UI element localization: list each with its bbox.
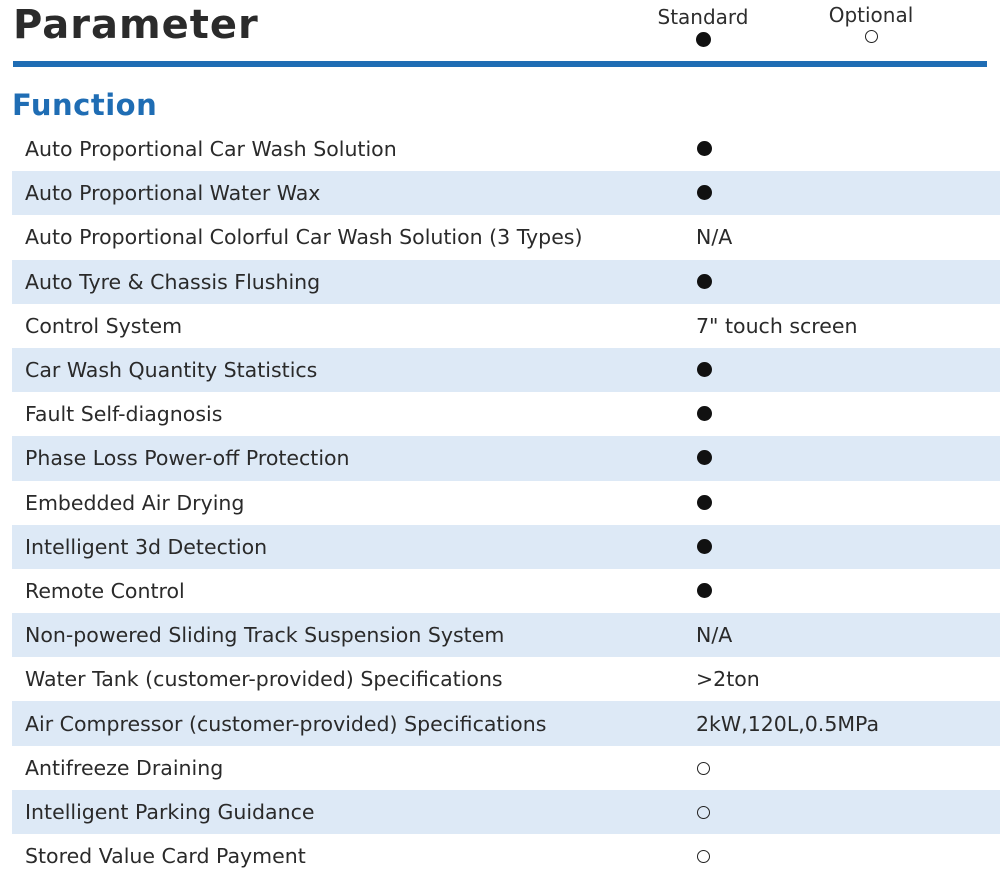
table-row xyxy=(12,436,1000,480)
row-value xyxy=(696,491,712,515)
table-row xyxy=(12,657,1000,701)
row-label: Intelligent 3d Detection xyxy=(25,534,268,559)
row-label: Car Wash Quantity Statistics xyxy=(25,358,318,383)
row-label: Embedded Air Drying xyxy=(25,490,245,515)
hollow-circle-icon xyxy=(697,850,710,863)
section-title: Function xyxy=(12,88,158,122)
table-row xyxy=(12,569,1000,613)
row-value: N/A xyxy=(696,623,733,648)
row-value xyxy=(696,358,712,382)
filled-circle-icon xyxy=(696,32,711,47)
row-label: Control System xyxy=(25,313,183,338)
filled-circle-icon xyxy=(697,495,712,510)
row-label: Remote Control xyxy=(25,578,185,603)
row-value xyxy=(696,137,712,161)
row-label: Auto Proportional Car Wash Solution xyxy=(25,137,397,162)
row-label: Stored Value Card Payment xyxy=(25,844,306,869)
table-row xyxy=(12,746,1000,790)
table-row xyxy=(12,701,1000,745)
table-row xyxy=(12,834,1000,878)
header-divider xyxy=(13,61,987,67)
table-row xyxy=(12,127,1000,171)
row-value: N/A xyxy=(696,225,733,250)
row-label: Intelligent Parking Guidance xyxy=(25,799,315,824)
table-row xyxy=(12,348,1000,392)
table-row xyxy=(12,171,1000,215)
table-row xyxy=(12,215,1000,259)
row-label: Non-powered Sliding Track Suspension System xyxy=(25,623,505,648)
table-row xyxy=(12,481,1000,525)
row-label: Auto Proportional Water Wax xyxy=(25,181,321,206)
table-row xyxy=(12,790,1000,834)
legend-standard-label: Standard xyxy=(657,5,749,29)
filled-circle-icon xyxy=(697,450,712,465)
filled-circle-icon xyxy=(697,274,712,289)
table-row xyxy=(12,392,1000,436)
row-label: Auto Tyre & Chassis Flushing xyxy=(25,269,321,294)
row-label: Auto Proportional Colorful Car Wash Solution (3 Types) xyxy=(25,225,583,250)
row-value xyxy=(696,844,710,868)
parameter-table xyxy=(12,127,1000,878)
hollow-circle-icon xyxy=(697,806,710,819)
row-value xyxy=(696,181,712,205)
row-value xyxy=(696,446,712,470)
row-value xyxy=(696,535,712,559)
table-row xyxy=(12,613,1000,657)
hollow-circle-icon xyxy=(865,30,878,43)
row-label: Phase Loss Power-off Protection xyxy=(25,446,350,471)
legend-standard xyxy=(643,4,763,47)
row-label: Water Tank (customer-provided) Specifications xyxy=(25,667,503,692)
row-label: Fault Self-diagnosis xyxy=(25,402,223,427)
filled-circle-icon xyxy=(697,583,712,598)
filled-circle-icon xyxy=(697,539,712,554)
page-title: Parameter xyxy=(13,2,259,48)
legend-optional xyxy=(811,2,931,43)
table-row xyxy=(12,525,1000,569)
row-value xyxy=(696,800,710,824)
hollow-circle-icon xyxy=(697,762,710,775)
row-value xyxy=(696,579,712,603)
filled-circle-icon xyxy=(697,362,712,377)
row-value: >2ton xyxy=(696,667,760,692)
row-label: Antifreeze Draining xyxy=(25,755,224,780)
row-value: 7" touch screen xyxy=(696,313,858,338)
row-label: Air Compressor (customer-provided) Specifications xyxy=(25,711,547,736)
row-value xyxy=(696,402,712,426)
table-row xyxy=(12,304,1000,348)
legend-optional-label: Optional xyxy=(828,3,914,27)
table-row xyxy=(12,260,1000,304)
row-value: 2kW,120L,0.5MPa xyxy=(696,711,880,736)
row-value xyxy=(696,270,712,294)
filled-circle-icon xyxy=(697,141,712,156)
row-value xyxy=(696,756,710,780)
filled-circle-icon xyxy=(697,406,712,421)
filled-circle-icon xyxy=(697,185,712,200)
